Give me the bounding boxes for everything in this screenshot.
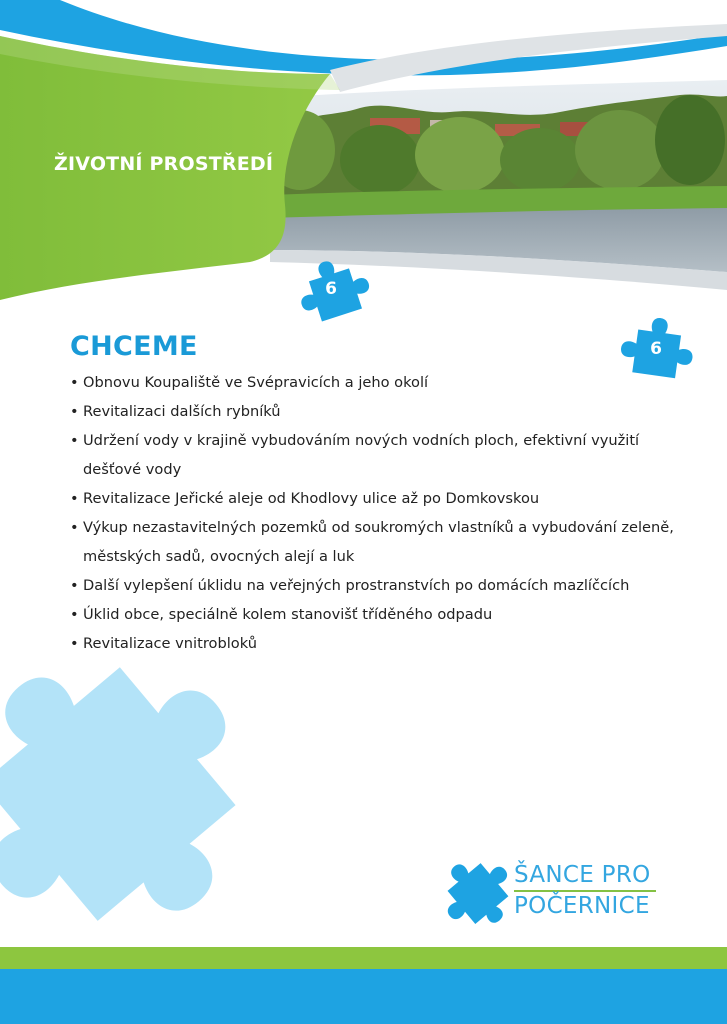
section-title: ŽIVOTNÍ PROSTŘEDÍ: [54, 153, 274, 175]
list-item: • Výkup nezastavitelných pozemků od soukromých vlastníků a vybudování zeleně, městských sadů, ovocných alejí a luk: [70, 513, 690, 571]
bullet-list: [70, 368, 690, 658]
list-item: • Úklid obce, speciálně kolem stanovišť tříděného odpadu: [70, 600, 690, 629]
list-item: • Další vylepšení úklidu na veřejných prostranstvích po domácích mazlíčcích: [70, 571, 690, 600]
list-item: • Revitalizaci dalších rybníků: [70, 397, 690, 426]
list-item: • Obnovu Koupaliště ve Svépravicích a jeho okolí: [70, 368, 690, 397]
logo-underline: [514, 890, 656, 892]
list-item: • Revitalizace Jeřické aleje od Khodlovy ulice až po Domkovskou: [70, 484, 690, 513]
footer-blue-stripe: [0, 969, 727, 1024]
logo-text-line2: POČERNICE: [514, 893, 650, 919]
list-item: • Revitalizace vnitrobloků: [70, 629, 690, 658]
logo-puzzle-icon: [436, 850, 516, 930]
footer-green-stripe: [0, 947, 727, 969]
lake-photo: [265, 80, 727, 280]
puzzle-number-right: 6: [650, 339, 662, 359]
main-heading: CHCEME: [70, 331, 198, 362]
puzzle-number: 6: [325, 279, 337, 299]
list-item: • Udržení vody v krajině vybudováním nových vodních ploch, efektivní využití dešťové vody: [70, 426, 690, 484]
logo-text-line1: ŠANCE PRO: [514, 862, 651, 888]
large-puzzle-piece-icon: [0, 630, 280, 930]
